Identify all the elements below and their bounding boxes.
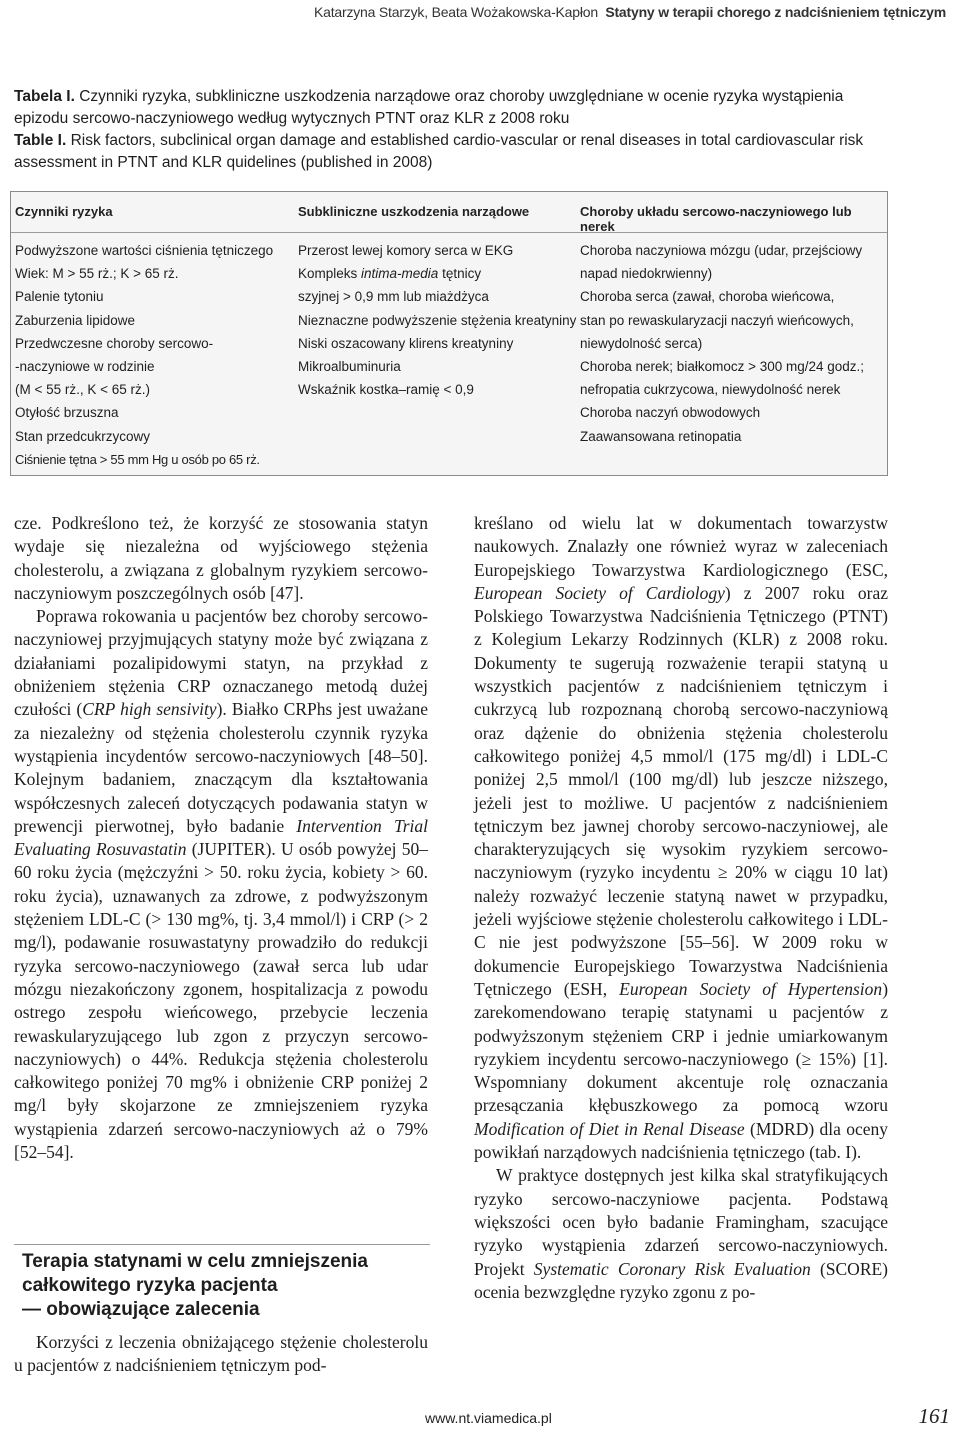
table-cell: (M < 55 rż., K < 65 rż.) [15, 382, 151, 398]
table-caption-en [14, 130, 894, 174]
text-run: (SCORE) ocenia bezwzględne ryzyko zgonu z po- [474, 1258, 889, 1302]
table-cell-text: tętnicy [438, 266, 482, 282]
table-cell: Choroba serca (zawał, choroba wieńcowa, [580, 289, 835, 305]
text-run: ) z 2007 roku oraz Polskiego Towarzystwa Nadciśnienia Tętniczego (PTNT) z Kolegium Lekarzy Rodzinnych (KLR) z 2008 roku. Dokumenty te sugerują rozważenie terapii statyną u wszystkich pacjentów z nadciśnieniem tętniczym i cukrzycą lub rozpoznaną chorobą sercowo-naczyniową oraz dążenie do obniżenia stężenia cholesterolu całkowitego poniżej 4,5 mmol/l (175 mg/dl) i LDL-C poniżej 2,5 mmol/l (100 mg/dl) lub jeszcze niższego, jeżeli jest to możliwe. U pacjentów z nadciśnieniem tętniczym bez jawnej choroby sercowo-naczyniowej, ale charakteryzujących się wysokim ryzykiem sercowo-naczyniowym (ryzyko incydentu ≥ 20% w ciągu 10 lat) należy rozważyć leczenie statyną nawet w przypadku, jeżeli wyjściowe stężenie cholesterolu całkowitego i LDL-C nie jest podwyższone [55–56]. W 2009 roku w dokumencie Europejskiego Towarzystwa Nadciśnienia Tętniczego (ESH, [474, 582, 888, 999]
section-heading-rule [14, 1244, 430, 1245]
text-run: (MDRD) dla oceny powikłań narządowych nadciśnienia tętniczego (tab. I). [474, 1118, 889, 1163]
table-caption-pl [14, 86, 894, 130]
table-cell-text: Kompleks [298, 266, 362, 282]
paragraph [14, 605, 428, 1164]
table-cell: Nieznaczne podwyższenie stężenia kreatyniny [298, 312, 577, 328]
text-run: W praktyce dostępnych jest kilka skal stratyfikujących ryzyko sercowo-naczyniowe pacjenta. Podstawą większości ocen było badanie Framingham, szacujące ryzyko wystąpienia zdarzeń sercowo-naczyniowych. Projekt [474, 1165, 888, 1279]
page-number: 161 [918, 1404, 950, 1428]
text-run-italic: European Society of Hypertension [619, 978, 883, 999]
section-heading [22, 1250, 432, 1322]
table-cell-italic: intima-media [361, 266, 439, 282]
table-cell: nefropatia cukrzycowa, niewydolność nerek [580, 382, 841, 398]
table-cell: -naczyniowe w rodzinie [15, 358, 155, 374]
text-run: kreślano od wielu lat w dokumentach towarzystw naukowych. Znalazły one również wyraz w zaleceniach Europejskiego Towarzystwa Kardiologicznego (ESC, [474, 513, 888, 580]
table-column-risk-factors [15, 239, 273, 471]
table-cell: niewydolność serca) [580, 335, 703, 351]
text-run-italic: Systematic Coronary Risk Evaluation [533, 1258, 811, 1279]
risk-factors-table [10, 191, 888, 476]
paragraph [474, 512, 888, 1164]
text-run: ) zarekomendowano terapię statynami u pacjentów z podwyższonym stężeniem CRP i jednie umiarkowanym ryzykiem incydentu sercowo-naczyniowego (≥ 15%) [1]. Wspomniany dokument akcentuje rolę oznaczania przesączania kłębuszkowego za pomocą wzoru [474, 978, 889, 1116]
right-text-column [474, 512, 888, 1304]
table-cell: Przerost lewej komory serca w EKG [298, 243, 514, 258]
table-cell: Wskaźnik kostka–ramię < 0,9 [298, 382, 474, 398]
table-cell: Wiek: M > 55 rż.; K > 65 rż. [15, 266, 179, 282]
table-cell: Niski oszacowany klirens kreatyniny [298, 335, 514, 351]
section-heading-line: — obowiązujące zalecenia [22, 1299, 260, 1320]
text-run-italic: European Society of Cardiology [474, 582, 725, 603]
table-header-organ-damage: Subkliniczne uszkodzenia narządowe [298, 204, 530, 219]
running-head [314, 4, 946, 20]
table-caption-en-text: Risk factors, subclinical organ damage and established cardio-vascular or renal diseases in total cardiovascular risk assessment in PTNT and KLR quidelines (published in 2008) [14, 132, 864, 171]
text-run-italic: Intervention Trial Evaluating Rosuvastatin [14, 815, 428, 860]
table-captions [14, 86, 894, 174]
paragraph [474, 1164, 888, 1304]
table-cell: Ciśnienie tętna > 55 mm Hg u osób po 65 rż. [15, 451, 260, 467]
text-run: ). Białko CRPhs jest uważane za niezależny od stężenia cholesterolu czynnik ryzyka wystąpienia incydentów sercowo-naczyniowych [48–50]. Kolejnym badaniem, znaczącym dla kształtowania współczesnych zaleceń dotyczących podawania statyn w prewencji pierwotnej, było badanie [14, 699, 428, 836]
text-run-italic: CRP high sensivity [82, 699, 217, 720]
table-cell: Choroba naczyń obwodowych [580, 405, 761, 421]
text-run: Poprawa rokowania u pacjentów bez choroby sercowo-naczyniowej przyjmujących statyny może być związana z działaniami pozalipidowymi statyn, na przykład z obniżeniem stężenia CRP oznaczanego metodą dużej czułości ( [14, 606, 428, 720]
text-run-italic: Modification of Diet in Renal Disease [474, 1118, 745, 1139]
left-text-column [14, 512, 428, 1164]
table-cell: Choroba naczyniowa mózgu (udar, przejściowy [580, 243, 863, 258]
table-caption-pl-text: Czynniki ryzyka, subkliniczne uszkodzenia narządowe oraz choroby uwzględniane w ocenie ryzyka wystąpienia epizodu sercowo-naczyniowego według wytycznych PTNT oraz KLR z 2008 roku [14, 88, 844, 127]
table-cell [298, 262, 576, 285]
footer-url: www.nt.viamedica.pl [425, 1410, 552, 1426]
table-header-diseases: Choroby układu sercowo-naczyniowego lub nerek [580, 204, 852, 234]
table-cell: Otyłość brzuszna [15, 405, 119, 421]
running-head-title: Statyny w terapii chorego z nadciśnieniem tętniczym [605, 4, 946, 20]
table-cell: Choroba nerek; białkomocz > 300 mg/24 godz.; [580, 358, 865, 374]
table-cell: stan po rewaskularyzacji naczyń wieńcowych, [580, 312, 854, 328]
table-cell: Stan przedcukrzycowy [15, 428, 151, 444]
table-column-diseases [580, 239, 864, 448]
paragraph: cze. Podkreślono też, że korzyść ze stosowania statyn wydaje się niezależna od wyjściowego stężenia cholesterolu, a związana z globalnym ryzykiem sercowo-naczyniowym poszczególnych osób [47]. [14, 513, 428, 603]
section-heading-line: Terapia statynami w celu zmniejszenia [22, 1251, 368, 1272]
table-cell: Zaawansowana retinopatia [580, 428, 742, 444]
running-head-authors: Katarzyna Starzyk, Beata Wożakowska-Kapłon [314, 4, 598, 20]
section-heading-line: całkowitego ryzyka pacjenta [22, 1275, 278, 1296]
table-header [11, 192, 887, 233]
table-cell: Zaburzenia lipidowe [15, 312, 136, 328]
text-run: (JUPITER). U osób powyżej 50–60 roku życia (mężczyźni > 50. roku życia, kobiety > 60. roku życia), uznawanych za zdrowe, z podwyższonym stężeniem LDL-C (> 130 mg%, tj. 3,4 mmol/l) i CRP (> 2 mg/l), podawanie rosuwastatyny prowadziło do redukcji ryzyka sercowo-naczyniowego (zawał serca lub udar mózgu niezakończony zgonem, hospitalizacja z powodu ostrego zespołu wieńcowego, przebycie leczenia rewaskularyzującego lub zgon z przyczyn sercowo-naczyniowych) o 44%. Redukcja stężenia cholesterolu całkowitego poniżej 70 mg% i obniżenie CRP poniżej 2 mg/l były skojarzone ze zmniejszeniem ryzyka wystąpienia zdarzeń sercowo-naczyniowych aż o 79% [52–54]. [14, 839, 428, 1163]
table-cell: Palenie tytoniu [15, 289, 104, 305]
table-cell: Mikroalbuminuria [298, 358, 401, 374]
table-cell: Podwyższone wartości ciśnienia tętniczego [15, 243, 274, 258]
table-cell: szyjnej > 0,9 mm lub miażdżyca [298, 289, 489, 305]
table-caption-en-label: Table I. [14, 132, 67, 149]
table-column-organ-damage [298, 239, 576, 401]
table-cell: Przedwczesne choroby sercowo- [15, 335, 214, 351]
table-header-risk-factors: Czynniki ryzyka [15, 204, 113, 219]
table-caption-pl-label: Tabela I. [14, 88, 75, 105]
table-cell: napad niedokrwienny) [580, 266, 713, 282]
paragraph: Korzyści z leczenia obniżającego stężenie cholesterolu u pacjentów z nadciśnieniem tętniczym pod- [14, 1332, 428, 1376]
